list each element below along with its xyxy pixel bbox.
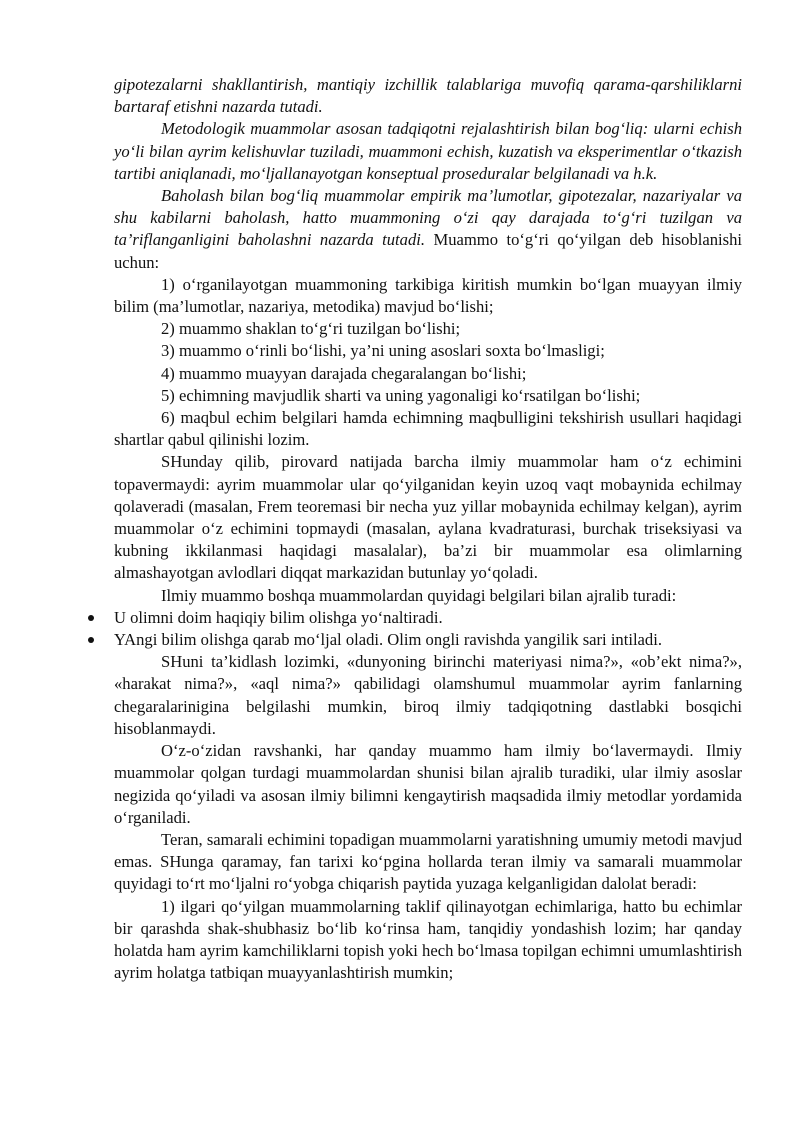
paragraph-scientific-problem-features: Ilmiy muammo boshqa muammolardan quyidagi belgilari bilan ajralib turadi:: [161, 585, 677, 605]
evaluation-problems-conditions-lead: Muammo to‘g‘ri qo‘yilgan deb hisoblanishi uchun:: [114, 230, 742, 272]
condition-item-5: 5) echimning mavjudlik sharti va uning yagonaligi ko‘rsatilgan bo‘lishi;: [161, 385, 641, 405]
feature-bullet-item-1: U olimni doim haqiqiy bilim olishga yo‘naltiradi.: [114, 607, 742, 629]
paragraph-intro-continuation: gipotezalarni shakllantirish, mantiqiy izchillik talablariga muvofiq qarama-qarshiliklarni bartaraf etishni nazarda tutadi.: [114, 75, 742, 117]
paragraph-global-problems: SHuni ta’kidlash lozimki, «dunyoning birinchi materiyasi nima?», «ob’ekt nima?», «harakat nima?», «aql nima?» qabilidagi olamshumul muammolar ayrim fanlarning chegaralarinigina belgilashi mumkin, biroq ilmiy tadqiqotning dastlabki bosqichi hisoblanmaydi.: [114, 652, 742, 738]
evaluation-problems-definition: Baholash bilan bog‘liq muammolar empirik ma’lumotlar, gipotezalar, nazariyalar va shu kabilarni baholash, hatto muammoning o‘zi qay darajada to‘g‘ri tuzilgan va ta’riflanganligini baholashni nazarda tutadi.: [114, 186, 742, 250]
condition-item-6: 6) maqbul echim belgilari hamda echimning maqbulligini tekshirish usullari haqidagi shartlar qabul qilinishi lozim.: [114, 408, 742, 450]
condition-item-3: 3) muammo o‘rinli bo‘lishi, ya’ni uning asoslari soxta bo‘lmasligi;: [161, 341, 605, 361]
paragraph-methodological-problems: Metodologik muammolar asosan tadqiqotni rejalashtirish bilan bog‘liq: ularni echish yo‘li bilan ayrim kelishuvlar tuziladi, muammoni echish, kuzatish va eksperimentlar o‘tkazish tartibi aniqlanadi, mo‘ljallanayotgan konseptual proseduralar belgilanadi va h.k.: [114, 119, 742, 183]
feature-bullet-list: [114, 607, 742, 651]
condition-item-1: 1) o‘rganilayotgan muammoning tarkibiga kiritish mumkin bo‘lgan muayyan ilmiy bilim (ma’lumotlar, nazariya, metodika) mavjud bo‘lishi;: [114, 274, 742, 317]
paragraph-scientific-vs-other: O‘z-o‘zidan ravshanki, har qanday muammo ham ilmiy bo‘lavermaydi. Ilmiy muammolar qolgan turdagi muammolardan shunisi bilan ajralib turadiki, ular ilmiy asoslar negizida qo‘yiladi va asosan ilmiy bilimni kengaytirish maqsadida ilmiy metodlar yordamida o‘rganiladi.: [114, 741, 742, 827]
paragraph-evaluation-problems: [114, 185, 742, 274]
condition-item-2: 2) muammo shaklan to‘g‘ri tuzilgan bo‘lishi;: [161, 319, 461, 339]
guideline-item-1: 1) ilgari qo‘yilgan muammolarning taklif qilinayotgan echimlariga, hatto bu echimlar bir qarashda shak-shubhasiz bo‘lib ko‘rinsa ham, tanqidiy yondashish lozim; har qanday holatda ham ayrim kamchiliklarni topish yoki hech bo‘lmasa topilgan echimni umumlashtirish ayrim holatga tatbiqan muayyanlashtirish mumkin;: [114, 896, 742, 983]
document-page: [114, 74, 742, 984]
feature-bullet-item-2: YAngi bilim olishga qarab mo‘ljal oladi. Olim ongli ravishda yangilik sari intiladi.: [114, 629, 742, 651]
paragraph-unsolved-problems: SHunday qilib, pirovard natijada barcha ilmiy muammolar ham o‘z echimini topavermaydi: ayrim muammolar ular qo‘yilganidan keyin uzoq vaqt mobaynida echilmay qolaveradi (masalan, Frem teoremasi bir necha yuz yillar mobaynida echilmay kelgan), ayrim muammolar o‘z echimini topmaydi (masalan, aylana kvadraturasi, burchak triseksiyasi va kubning ikkilanmasi haqidagi masalalar), ba’zi bir muammolar esa olimlarning almashayotgan avlodlari diqqat markazidan butunlay yo‘qoladi.: [114, 452, 742, 583]
condition-item-4: 4) muammo muayyan darajada chegaralangan bo‘lishi;: [161, 363, 527, 383]
paragraph-no-general-method: Teran, samarali echimini topadigan muammolarni yaratishning umumiy metodi mavjud emas. SHunga qaramay, fan tarixi ko‘pgina hollarda teran ilmiy va samarali muammolar quyidagi to‘rt mo‘ljalni ro‘yobga chiqarish paytida yuzaga kelganligidan dalolat beradi:: [114, 829, 742, 894]
